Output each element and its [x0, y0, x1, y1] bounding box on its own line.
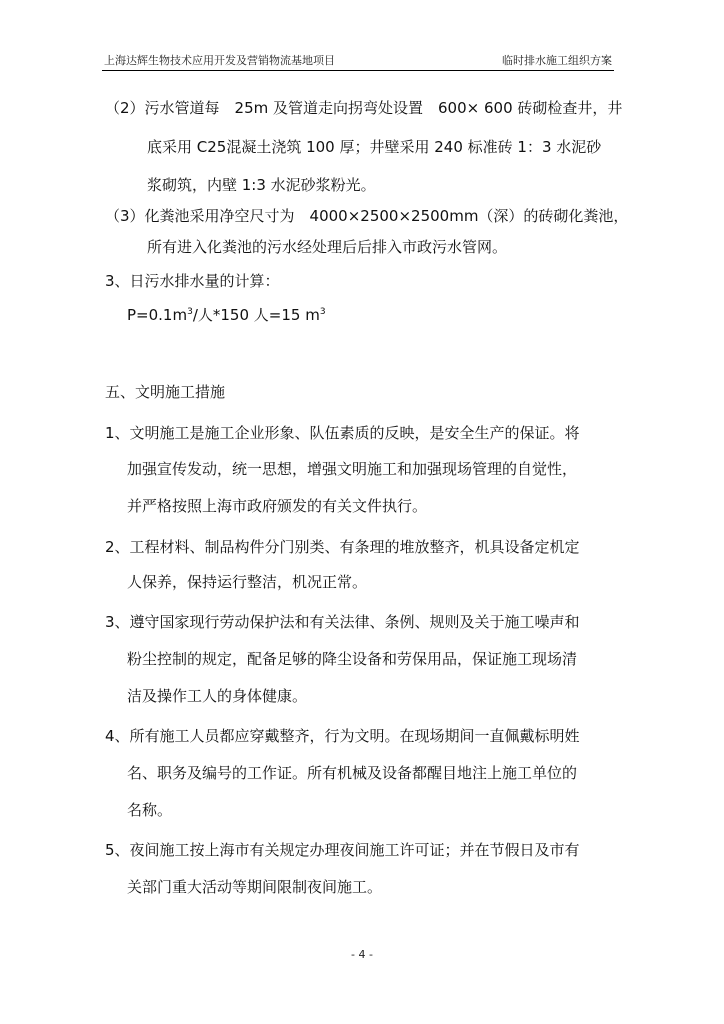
measure-1-line-3: 并严格按照上海市政府颁发的有关文件执行。 [127, 497, 428, 515]
measure-4-line-3: 名称。 [127, 801, 173, 819]
item-3-line-2: 所有进入化粪池的污水经处理后后排入市政污水管网。 [147, 238, 508, 256]
measure-4-line-1: 4、所有施工人员都应穿戴整齐，行为文明。在现场期间一直佩戴标明姓 [105, 727, 580, 745]
item-2-line-2: 底采用 C25混凝土浇筑 100 厚；井壁采用 240 标准砖 1：3 水泥砂 [147, 138, 602, 156]
page-number: - 4 - [351, 948, 373, 961]
header-document-title: 临时排水施工组织方案 [502, 54, 612, 67]
measure-1-line-2: 加强宣传发动，统一思想，增强文明施工和加强现场管理的自觉性， [127, 460, 578, 478]
section-5-title: 五、文明施工措施 [105, 383, 226, 401]
item-2-line-1: （2）污水管道每 25m 及管道走向拐弯处设置 600× 600 砖砌检查井，井 [105, 99, 623, 117]
measure-5-line-1: 5、夜间施工按上海市有关规定办理夜间施工许可证；并在节假日及市有 [105, 841, 580, 859]
item-3-line-1: （3）化粪池采用净空尺寸为 4000×2500×2500mm（深）的砖砌化粪池， [105, 207, 629, 225]
measure-4-line-2: 名、职务及编号的工作证。所有机械及设备都醒目地注上施工单位的 [127, 764, 578, 782]
measure-2-line-2: 人保养，保持运行整洁，机况正常。 [127, 573, 368, 591]
item-2-line-3: 浆砌筑，内壁 1:3 水泥砂浆粉光。 [147, 176, 376, 194]
measure-3-line-3: 洁及操作工人的身体健康。 [127, 687, 308, 705]
measure-5-line-2: 关部门重大活动等期间限制夜间施工。 [127, 878, 383, 896]
measure-3-line-2: 粉尘控制的规定，配备足够的降尘设备和劳保用品，保证施工现场清 [127, 650, 578, 668]
measure-1-line-1: 1、文明施工是施工企业形象、队伍素质的反映，是安全生产的保证。将 [105, 424, 580, 442]
measure-2-line-1: 2、工程材料、制品构件分门别类、有条理的堆放整齐，机具设备定机定 [105, 538, 580, 556]
header-project-name: 上海达辉生物技术应用开发及营销物流基地项目 [104, 54, 335, 67]
page-header [104, 52, 612, 70]
measure-3-line-1: 3、遵守国家现行劳动保护法和有关法律、条例、规则及关于施工噪声和 [105, 613, 580, 631]
sewage-formula: $P=0.1m^3/$人*150 人=15 $m^3$ [127, 306, 326, 324]
header-divider [102, 70, 614, 71]
section-3-heading: 3、日污水排水量的计算： [105, 272, 280, 290]
